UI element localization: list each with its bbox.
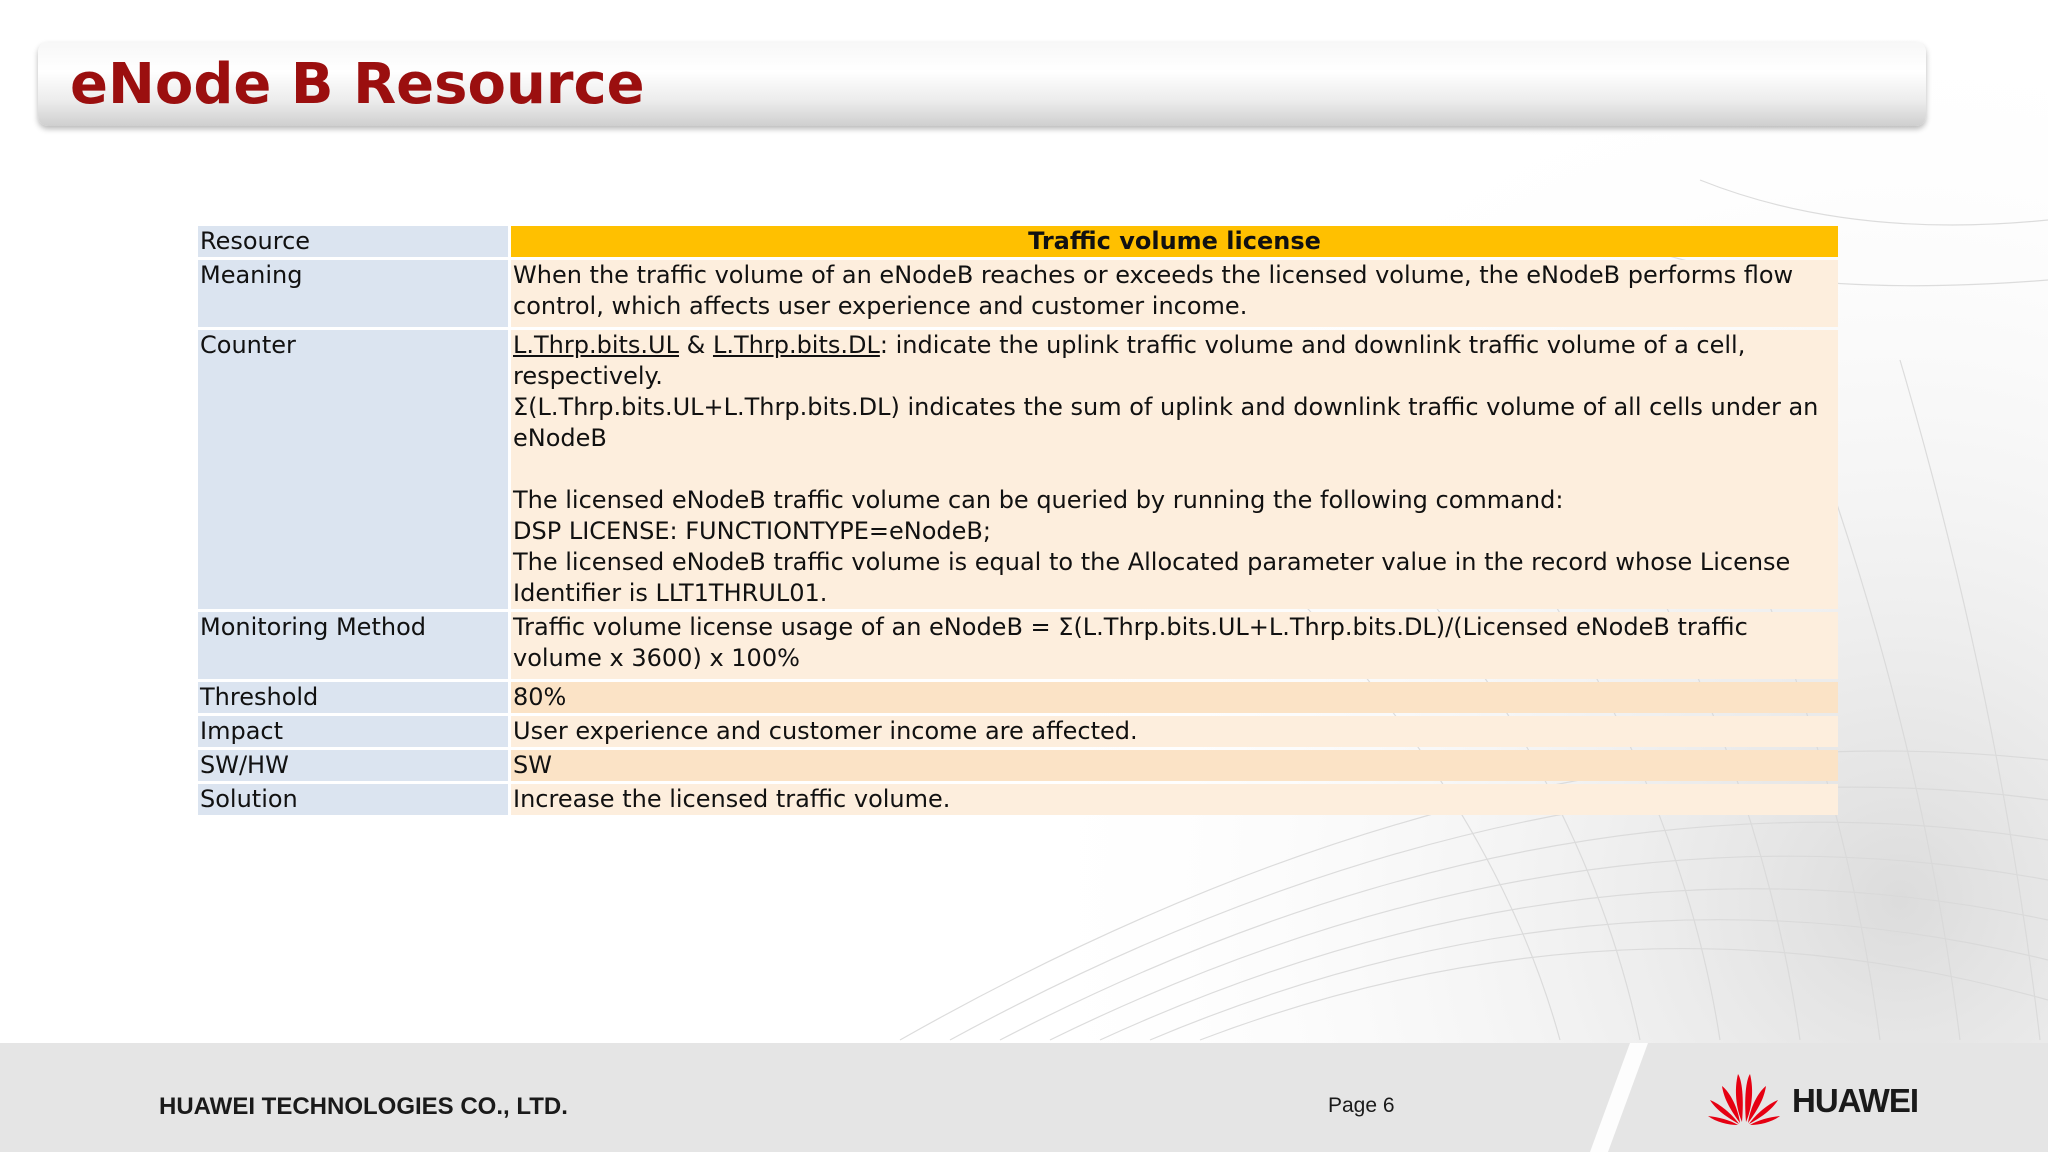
table-row [198,260,1838,327]
meaning-value: When the traffic volume of an eNodeB reaches or exceeds the licensed volume, the eNodeB performs flow control, which affects user experience and customer income. [511,260,1838,327]
counter-ul-link[interactable]: L.Thrp.bits.UL [513,331,679,359]
table-row [198,226,1838,257]
monitoring-label: Monitoring Method [198,612,508,679]
slide-title: eNode B Resource [70,52,645,117]
counter-amp: & [678,331,713,359]
counter-line-4: DSP LICENSE: FUNCTIONTYPE=eNodeB; [513,517,991,545]
page-number: Page 6 [1328,1094,1395,1117]
company-name: HUAWEI TECHNOLOGIES CO., LTD. [159,1093,568,1120]
resource-table [195,223,1841,818]
huawei-petal-logo-icon [1706,1068,1782,1130]
counter-line-5: The licensed eNodeB traffic volume is equal to the Allocated parameter value in the record whose License Identifier is LLT1THRUL01. [513,548,1791,607]
title-bar [38,42,1926,126]
solution-label: Solution [198,784,508,815]
footer-divider [1590,1043,1680,1152]
solution-value: Increase the licensed traffic volume. [511,784,1838,815]
threshold-label: Threshold [198,682,508,713]
counter-line-3: The licensed eNodeB traffic volume can be queried by running the following command: [513,486,1564,514]
table-row [198,612,1838,679]
counter-line-2: Σ(L.Thrp.bits.UL+L.Thrp.bits.DL) indicates the sum of uplink and downlink traffic volume of all cells under an eNodeB [513,393,1819,452]
monitoring-value: Traffic volume license usage of an eNodeB = Σ(L.Thrp.bits.UL+L.Thrp.bits.DL)/(Licensed eNodeB traffic volume x 3600) x 100% [511,612,1838,679]
huawei-logo [1706,1068,1936,1130]
counter-dl-link[interactable]: L.Thrp.bits.DL [712,331,880,359]
table-row [198,750,1838,781]
table-row [198,784,1838,815]
resource-value: Traffic volume license [511,226,1838,257]
counter-value [511,330,1838,609]
counter-line-1 [513,330,1836,392]
impact-label: Impact [198,716,508,747]
impact-value: User experience and customer income are affected. [511,716,1838,747]
table-row [198,682,1838,713]
table-row [198,716,1838,747]
resource-label: Resource [198,226,508,257]
swhw-value: SW [511,750,1838,781]
counter-line-1-rest: : indicate the uplink traffic volume and downlink traffic volume of a cell, respectively. [513,331,1746,390]
counter-label: Counter [198,330,508,609]
meaning-label: Meaning [198,260,508,327]
table-row [198,330,1838,609]
logo-wordmark: HUAWEI [1792,1082,1918,1119]
swhw-label: SW/HW [198,750,508,781]
paragraph-gap [513,454,1836,485]
threshold-value: 80% [511,682,1838,713]
